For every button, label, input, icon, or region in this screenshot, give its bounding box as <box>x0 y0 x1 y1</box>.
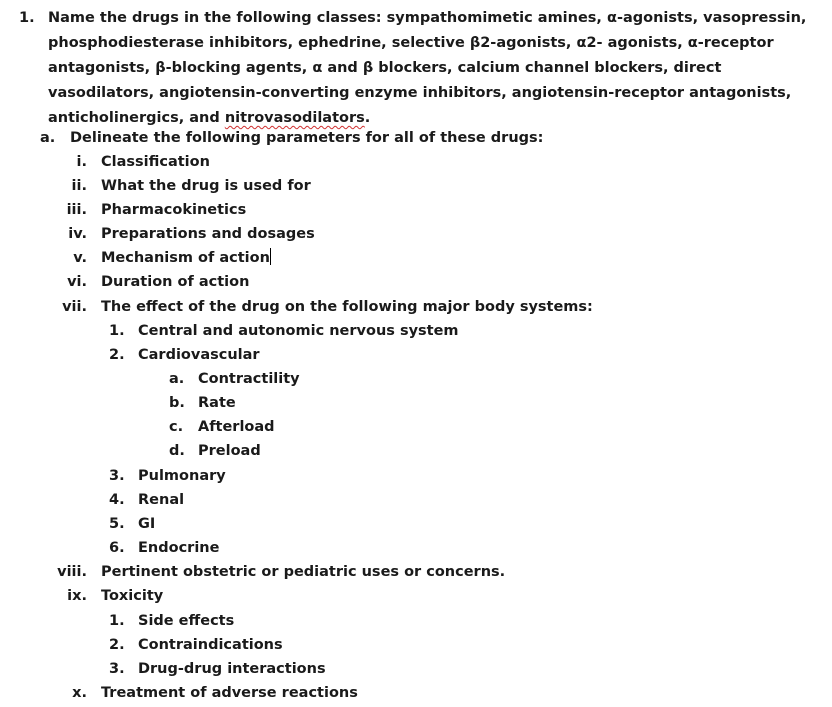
system-item[interactable]: GI <box>138 516 156 532</box>
system-marker: 4. <box>109 492 125 508</box>
param-item[interactable]: What the drug is used for <box>101 178 311 194</box>
system-item[interactable]: Cardiovascular <box>138 347 260 363</box>
param-item[interactable]: Treatment of adverse reactions <box>101 685 358 701</box>
sub-a-text[interactable]: Delineate the following parameters for all of these drugs: <box>70 130 544 146</box>
param-item[interactable]: Toxicity <box>101 588 164 604</box>
param-item[interactable]: The effect of the drug on the following major body systems: <box>101 299 593 315</box>
param-item[interactable] <box>101 248 271 268</box>
param-item[interactable]: Classification <box>101 154 210 170</box>
toxicity-item[interactable]: Contraindications <box>138 637 283 653</box>
sub-a-marker: a. <box>40 130 56 146</box>
cardio-marker: c. <box>169 419 184 435</box>
toxicity-item[interactable]: Drug-drug interactions <box>138 661 326 677</box>
item-1-paragraph[interactable] <box>48 6 818 131</box>
param-marker: ii. <box>71 178 87 194</box>
param-item[interactable]: Pertinent obstetric or pediatric uses or concerns. <box>101 564 506 580</box>
system-item[interactable]: Pulmonary <box>138 468 226 484</box>
cardio-marker: d. <box>169 443 185 459</box>
system-item[interactable]: Central and autonomic nervous system <box>138 323 459 339</box>
item-1-number: 1. <box>19 10 35 26</box>
item-1-period: . <box>364 110 371 126</box>
param-marker: iii. <box>66 202 87 218</box>
param-marker: v. <box>73 250 87 266</box>
param-marker: x. <box>72 685 87 701</box>
param-item[interactable]: Preparations and dosages <box>101 226 315 242</box>
param-marker: i. <box>76 154 87 170</box>
param-item[interactable]: Duration of action <box>101 274 250 290</box>
cardio-marker: b. <box>169 395 185 411</box>
param-marker: vii. <box>62 299 87 315</box>
system-item[interactable]: Endocrine <box>138 540 220 556</box>
toxicity-marker: 3. <box>109 661 125 677</box>
system-marker: 2. <box>109 347 125 363</box>
param-item-text: Mechanism of action <box>101 250 270 266</box>
cardio-item[interactable]: Contractility <box>198 371 300 387</box>
misspelled-word[interactable]: nitrovasodilators <box>224 110 365 126</box>
cardio-item[interactable]: Rate <box>198 395 236 411</box>
item-1-text: Name the drugs in the following classes: sympathomimetic amines, α-agonists, vasopressin, phosphodiesterase inhibitors, ephedrine, selective β2-agonists, α2- agonists, α-receptor antagonists, β-blocking agents, α and β blockers, calcium channel blockers, direct vasodilators, angiotensin-converting enzyme inhibitors, angiotensin-receptor antagonists, anticholinergics, and <box>48 10 807 126</box>
cardio-item[interactable]: Preload <box>198 443 261 459</box>
system-marker: 6. <box>109 540 125 556</box>
system-marker: 3. <box>109 468 125 484</box>
param-marker: ix. <box>67 588 87 604</box>
system-item[interactable]: Renal <box>138 492 185 508</box>
cardio-marker: a. <box>169 371 185 387</box>
toxicity-item[interactable]: Side effects <box>138 613 235 629</box>
param-marker: vi. <box>67 274 87 290</box>
system-marker: 1. <box>109 323 125 339</box>
system-marker: 5. <box>109 516 125 532</box>
param-item[interactable]: Pharmacokinetics <box>101 202 247 218</box>
text-cursor <box>270 248 271 265</box>
toxicity-marker: 2. <box>109 637 125 653</box>
cardio-item[interactable]: Afterload <box>198 419 275 435</box>
toxicity-marker: 1. <box>109 613 125 629</box>
param-marker: iv. <box>68 226 87 242</box>
param-marker: viii. <box>57 564 87 580</box>
